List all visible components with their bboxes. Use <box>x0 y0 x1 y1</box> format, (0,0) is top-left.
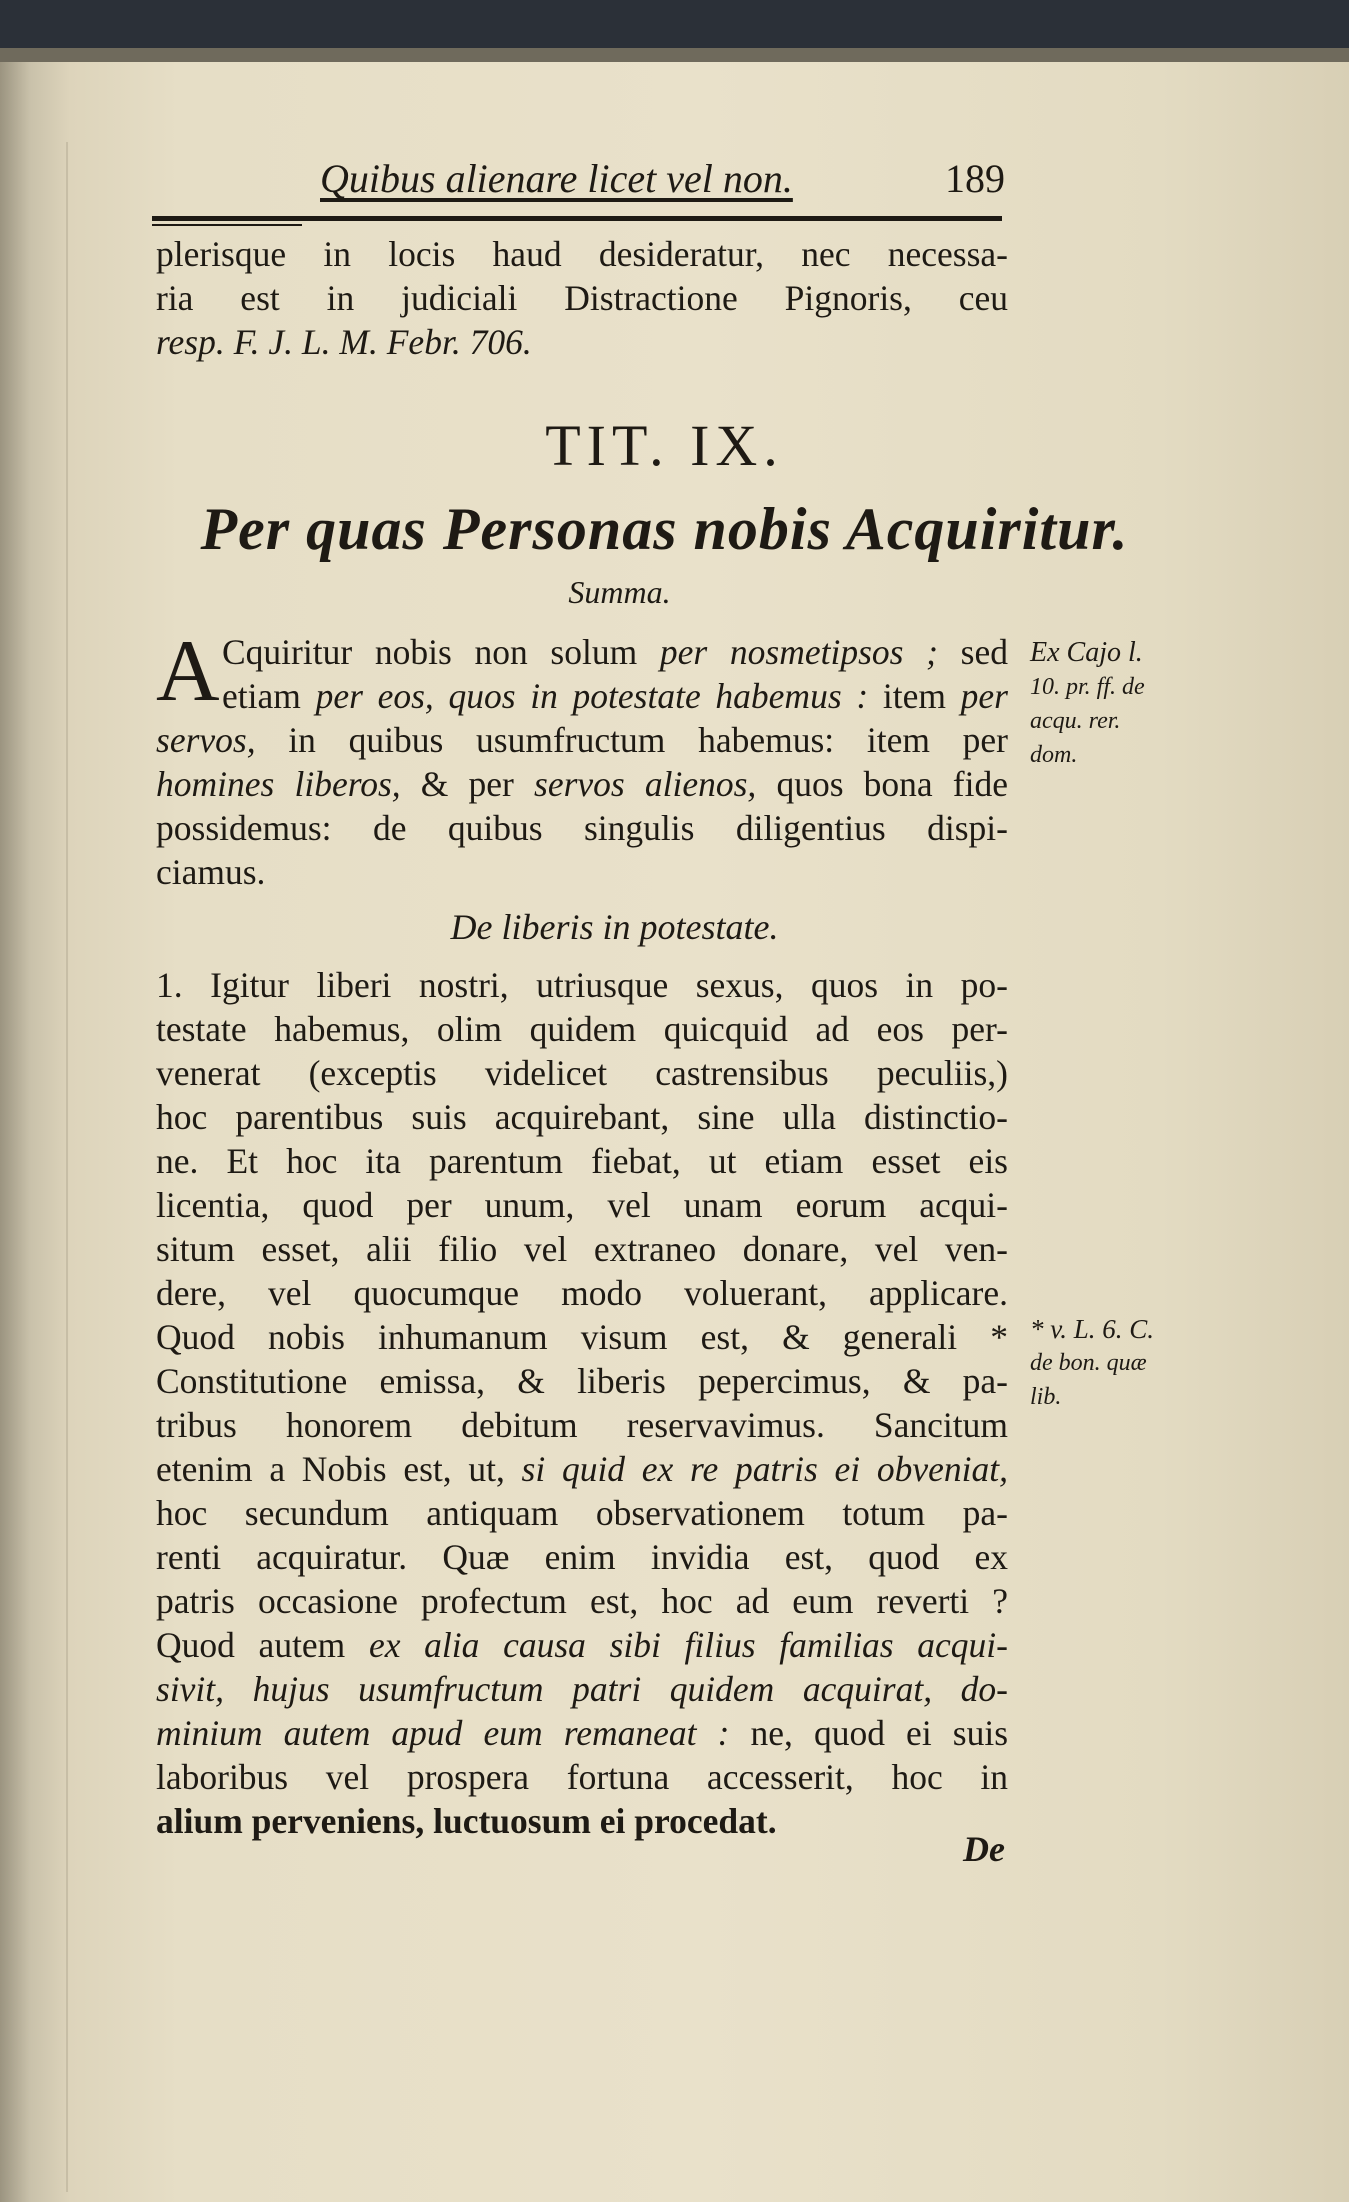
margin-note-source <box>1030 636 1145 772</box>
text-run: venerat (exceptis videlicet castrensibus peculiis,) <box>156 1053 1008 1093</box>
text-line: plerisque in locis haud desideratur, nec necessa- <box>156 234 1008 274</box>
text-line <box>156 718 1008 762</box>
head-rule-thin <box>152 224 302 226</box>
text-line <box>156 674 1008 718</box>
text-run: testate habemus, olim quidem quicquid ad eos per- <box>156 1009 1008 1049</box>
text-line: ria est in judiciali Distractione Pignoris, ceu <box>156 278 1008 318</box>
text-run: etenim a Nobis est, ut, <box>156 1449 522 1489</box>
text-run: ne, quod ei suis <box>729 1713 1008 1753</box>
text-line <box>156 1535 1008 1579</box>
text-line <box>156 1051 1008 1095</box>
text-line <box>156 1403 1008 1447</box>
text-line <box>156 1667 1008 1711</box>
summa-label: Summa. <box>568 574 671 610</box>
italic-run: per eos, quos in potestate habemus : <box>315 676 869 716</box>
italic-run: per <box>960 676 1008 716</box>
continuation-text <box>156 232 1008 364</box>
text-run: hoc secundum antiquam observationem totum pa- <box>156 1493 1008 1533</box>
text-line <box>156 1447 1008 1491</box>
margin-note-reference <box>1030 1312 1154 1414</box>
text-run: ne. Et hoc ita parentum fiebat, ut etiam esset eis <box>156 1141 1008 1181</box>
italic-run: sivit, hujus usumfructum patri quidem acquirat, do- <box>156 1669 1008 1709</box>
text-run: Quod autem <box>156 1625 369 1665</box>
text-run: alium perveniens, luctuosum ei procedat. <box>156 1801 777 1841</box>
text-run: hoc parentibus suis acquirebant, sine ulla distinctio- <box>156 1097 1008 1137</box>
text-line <box>156 1095 1008 1139</box>
text-line: resp. F. J. L. M. Febr. 706. <box>156 322 532 362</box>
italic-run: ex alia causa sibi filius familias acqui- <box>368 1625 1008 1665</box>
margin-note-line: acqu. rer. <box>1030 708 1121 734</box>
italic-run: servos alienos, <box>534 764 757 804</box>
text-run: Quod nobis inhumanum visum est, & generali * <box>156 1317 1008 1357</box>
title-heading: Per quas Personas nobis Acquiritur. <box>200 496 1129 562</box>
margin-note-line: 10. pr. ff. de <box>1030 674 1145 700</box>
text-line <box>156 1183 1008 1227</box>
text-line <box>156 1711 1008 1755</box>
text-run: & per <box>400 764 535 804</box>
italic-run: minium autem apud eum remaneat : <box>156 1713 730 1753</box>
text-run: quos bona fide <box>756 764 1008 804</box>
title-number: TIT. IX. <box>545 413 784 478</box>
margin-note-line: lib. <box>1030 1384 1062 1410</box>
text-line <box>156 963 1008 1007</box>
text-line <box>156 1755 1008 1799</box>
text-run: Constitutione emissa, & liberis pepercimus, & pa- <box>156 1361 1008 1401</box>
text-line <box>156 1007 1008 1051</box>
text-run: ciamus. <box>156 852 266 892</box>
subheading: De liberis in potestate. <box>450 907 779 947</box>
scan-top-band-edge <box>0 48 1349 62</box>
text-run: in quibus usumfructum habemus: item per <box>255 720 1008 760</box>
text-line <box>156 1623 1008 1667</box>
drop-cap: A <box>156 623 220 720</box>
text-run: etiam <box>222 676 316 716</box>
text-run: renti acquiratur. Quæ enim invidia est, quod ex <box>156 1537 1008 1577</box>
paragraph-text <box>156 963 1008 1843</box>
text-run: item <box>868 676 961 716</box>
text-run: situm esset, alii filio vel extraneo donare, vel ven- <box>156 1229 1008 1269</box>
text-run: laboribus vel prospera fortuna accesserit, hoc in <box>156 1757 1008 1797</box>
text-run: licentia, quod per unum, vel unam eorum acqui- <box>156 1185 1008 1225</box>
running-head <box>0 155 1349 215</box>
margin-note-line: * v. L. 6. C. <box>1030 1314 1155 1344</box>
head-rule <box>152 216 1002 221</box>
margin-note-line: dom. <box>1030 742 1078 768</box>
text-run: possidemus: de quibus singulis diligentius dispi- <box>156 808 1008 848</box>
italic-run: si quid ex re patris ei obveniat, <box>521 1449 1008 1489</box>
margin-note-line: de bon. quæ <box>1030 1350 1147 1376</box>
running-head-title: Quibus alienare licet vel non. <box>320 156 793 201</box>
catchword: De <box>963 1829 1005 1869</box>
page-number: 189 <box>945 156 1005 201</box>
text-line <box>156 1227 1008 1271</box>
text-run: sed <box>937 632 1008 672</box>
text-line <box>156 1139 1008 1183</box>
summa-text <box>156 623 1008 894</box>
italic-run: homines liberos, <box>156 764 401 804</box>
margin-note-line: Ex Cajo l. <box>1030 637 1143 668</box>
text-line <box>156 1579 1008 1623</box>
text-line <box>156 806 1008 850</box>
text-line <box>156 1491 1008 1535</box>
text-line <box>156 1799 1008 1843</box>
text-run: Cquiritur nobis non solum <box>222 632 660 672</box>
scan-top-band <box>0 0 1349 62</box>
text-run: patris occasione profectum est, hoc ad eum reverti ? <box>156 1581 1008 1621</box>
text-line <box>156 762 1008 806</box>
italic-run: per nosmetipsos ; <box>659 632 938 672</box>
text-run: 1. Igitur liberi nostri, utriusque sexus, quos in po- <box>156 965 1008 1005</box>
text-line <box>156 1315 1008 1359</box>
text-line <box>156 630 1008 674</box>
text-line <box>156 850 1008 894</box>
text-line <box>156 1359 1008 1403</box>
text-run: tribus honorem debitum reservavimus. Sancitum <box>156 1405 1008 1445</box>
text-run: dere, vel quocumque modo voluerant, applicare. <box>156 1273 1008 1313</box>
italic-run: servos, <box>156 720 256 760</box>
text-line <box>156 1271 1008 1315</box>
